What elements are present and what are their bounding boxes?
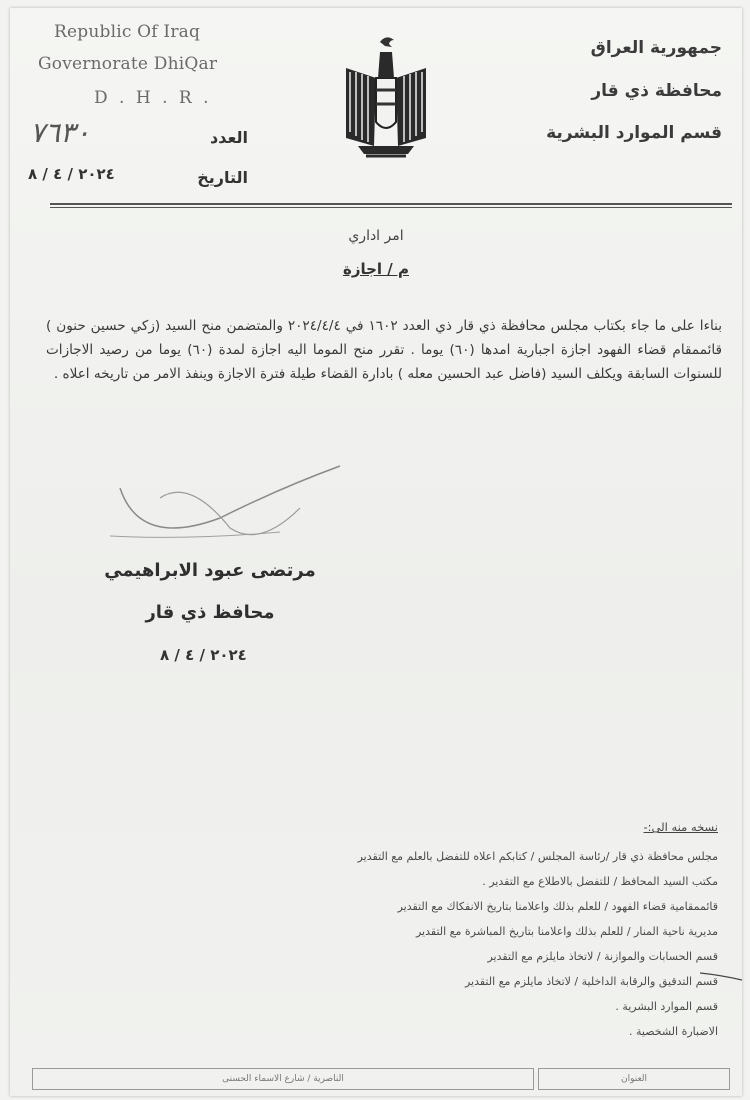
number-label: العدد — [210, 128, 248, 147]
order-subject: م / اجازة — [343, 260, 409, 278]
footer-address: الناصرية / شارع الاسماء الحسنى — [32, 1068, 534, 1090]
header-ar-line-2: محافظة ذي قار — [591, 81, 722, 101]
cc-item: قسم الموارد البشرية . — [615, 1000, 718, 1013]
signatory-name: مرتضى عبود الابراهيمي — [104, 560, 316, 581]
cc-list — [198, 844, 718, 1044]
cc-heading: نسخه منه الى:- — [643, 820, 718, 834]
order-body: بناءا على ما جاء بكتاب مجلس محافظة ذي قار ذي العدد ١٦٠٢ في ٢٠٢٤/٤/٤ والمتضمن منح السيد (زكي حسين حنون ) قائممقام قضاء الفهود اجازة اجبارية امدها (٦٠) يوما . تقرر منح الموما اليه اجازة لمدة (٦٠) يوما من رصيد الاجازات للسنوات السابقة ويكلف السيد (فاضل عبد الحسين معله ) بادارة القضاء طيلة فترة الاجازة وينفذ الامر من تاريخه اعلاه . — [46, 318, 722, 382]
iraq-emblem-icon — [336, 28, 436, 168]
signatory-position: محافظ ذي قار — [145, 602, 275, 623]
date-value: ٢٠٢٤ / ٤ / ٨ — [28, 165, 115, 183]
footer-label: العنوان — [538, 1068, 730, 1090]
header-ar-line-1: جمهورية العراق — [590, 38, 722, 58]
cc-item: الاضبارة الشخصية . — [629, 1025, 718, 1038]
number-value: ٧٦٣٠ — [30, 116, 91, 149]
signature-scribble — [100, 458, 360, 558]
header-en-line-2: Governorate DhiQar — [38, 54, 218, 74]
header-divider-bottom — [50, 207, 732, 208]
document-page — [10, 8, 742, 1096]
date-label: التاريخ — [197, 168, 248, 187]
signature-date: ٢٠٢٤ / ٤ / ٨ — [160, 646, 247, 664]
cc-item: مكتب السيد المحافظ / للتفضل بالاطلاع مع التقدير . — [482, 875, 718, 888]
cc-item: قائممقامية قضاء الفهود / للعلم بذلك واعلامنا بتاريخ الانفكاك مع التقدير — [397, 900, 718, 913]
header-en-line-1: Republic Of Iraq — [54, 22, 201, 42]
header-en-line-3: D . H . R . — [94, 88, 212, 108]
order-title: امر اداري — [348, 228, 404, 244]
cc-item: مديرية ناحية المنار / للعلم بذلك واعلامنا بتاريخ المباشرة مع التقدير — [415, 925, 718, 938]
header-divider-top — [50, 203, 732, 205]
pen-mark — [700, 966, 742, 976]
header-ar-line-3: قسم الموارد البشرية — [546, 123, 722, 143]
cc-item: قسم الحسابات والموازنة / لاتخاذ مايلزم مع التقدير — [487, 950, 718, 963]
cc-item: مجلس محافظة ذي قار /رئاسة المجلس / كتابكم اعلاه للتفضل بالعلم مع التقدير — [357, 850, 718, 863]
cc-item: قسم التدقيق والرقابة الداخلية / لاتخاذ مايلزم مع التقدير — [464, 975, 718, 988]
